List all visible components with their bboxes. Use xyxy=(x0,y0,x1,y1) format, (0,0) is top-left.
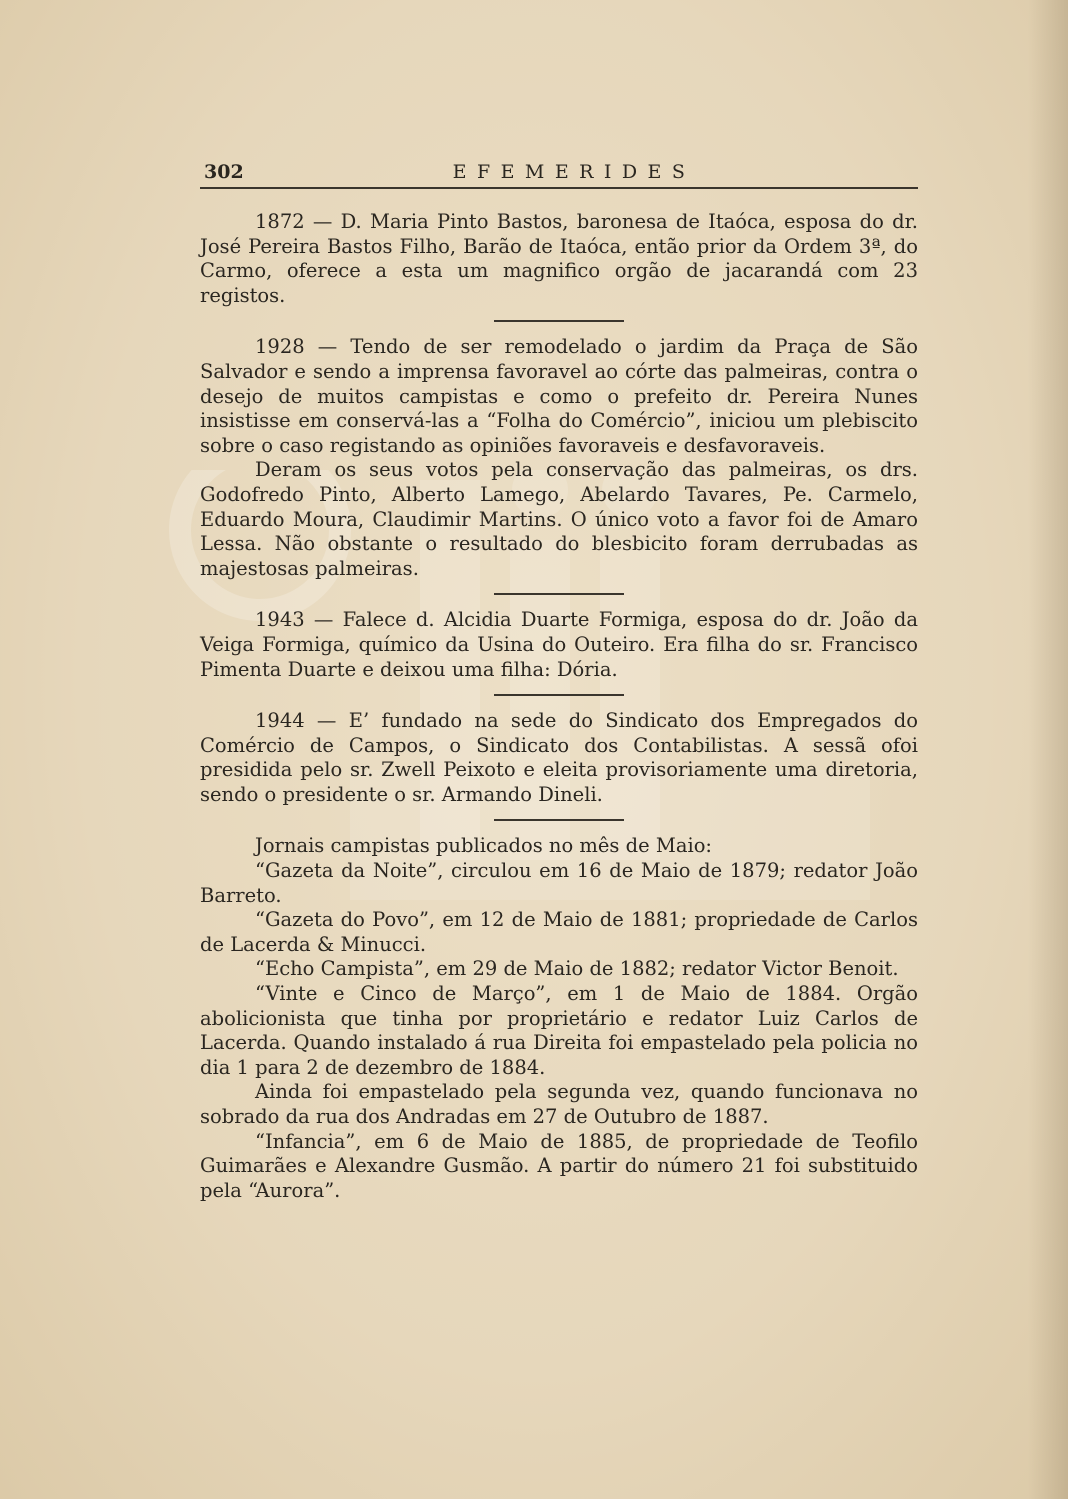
entry-1944: 1944 — E’ fundado na sede do Sindicato dos Empregados do Comércio de Campos, o Sindicato dos Contabilistas. A sessã ofoi presidida pelo sr. Zwell Peixoto e eleita provisoriamente uma diretoria, sendo o presidente o sr. Armando Dineli. xyxy=(200,709,918,806)
section-divider xyxy=(494,819,624,821)
newspaper-gazeta-do-povo: “Gazeta do Povo”, em 12 de Maio de 1881; propriedade de Carlos de Lacerda & Minucci. xyxy=(200,908,918,956)
newspaper-vinte-e-cinco-de-marco: “Vinte e Cinco de Março”, em 1 de Maio de 1884. Orgão abolicionista que tinha por proprietário e redator Luiz Carlos de Lacerda. Quando instalado á rua Direita foi empastelado pela policia no dia 1 para 2 de dezembro de 1884. xyxy=(200,982,918,1079)
newspaper-vinte-e-cinco-de-marco-continuation: Ainda foi empastelado pela segunda vez, quando funcionava no sobrado da rua dos Andradas em 27 de Outubro de 1887. xyxy=(200,1080,918,1128)
entry-1928: 1928 — Tendo de ser remodelado o jardim da Praça de São Salvador e sendo a imprensa favoravel ao córte das palmeiras, contra o desejo de muitos campistas e como o prefeito dr. Pereira Nunes insistisse em conservá-las a “Folha do Comércio”, iniciou um plebiscito sobre o caso registando as opiniões favoraveis e desfavoraveis. xyxy=(200,335,918,457)
newspapers-intro: Jornais campistas publicados no mês de Maio: xyxy=(255,834,713,858)
newspaper-gazeta-da-noite: “Gazeta da Noite”, circulou em 16 de Maio de 1879; redator João Barreto. xyxy=(200,859,918,907)
newspaper-echo-campista: “Echo Campista”, em 29 de Maio de 1882; redator Victor Benoit. xyxy=(255,957,899,981)
entry-1943: 1943 — Falece d. Alcidia Duarte Formiga, esposa do dr. João da Veiga Formiga, químico da Usina do Outeiro. Era filha do sr. Francisco Pimenta Duarte e deixou uma filha: Dória. xyxy=(200,608,918,681)
running-title: EFEMERIDES xyxy=(452,161,696,183)
page-body xyxy=(200,210,918,1203)
page-edge-shadow xyxy=(1028,0,1068,1499)
page-number: 302 xyxy=(204,161,244,183)
section-divider xyxy=(494,593,624,595)
section-divider xyxy=(494,694,624,696)
entry-1928-continuation: Deram os seus votos pela conservação das palmeiras, os drs. Godofredo Pinto, Alberto Lamego, Abelardo Tavares, Pe. Carmelo, Eduardo Moura, Claudimir Martins. O único voto a favor foi de Amaro Lessa. Não obstante o resultado do blesbicito foram derrubadas as majestosas palmeiras. xyxy=(200,458,918,580)
newspaper-infancia: “Infancia”, em 6 de Maio de 1885, de propriedade de Teofilo Guimarães e Alexandre Gusmão. A partir do número 21 foi substituido pela “Aurora”. xyxy=(200,1129,918,1202)
entry-1872: 1872 — D. Maria Pinto Bastos, baronesa de Itaóca, esposa do dr. José Pereira Bastos Filho, Barão de Itaóca, então prior da Ordem 3ª, do Carmo, oferece a esta um magnifico orgão de jacarandá com 23 registos. xyxy=(200,210,918,307)
page-header xyxy=(200,161,918,189)
section-divider xyxy=(494,320,624,322)
